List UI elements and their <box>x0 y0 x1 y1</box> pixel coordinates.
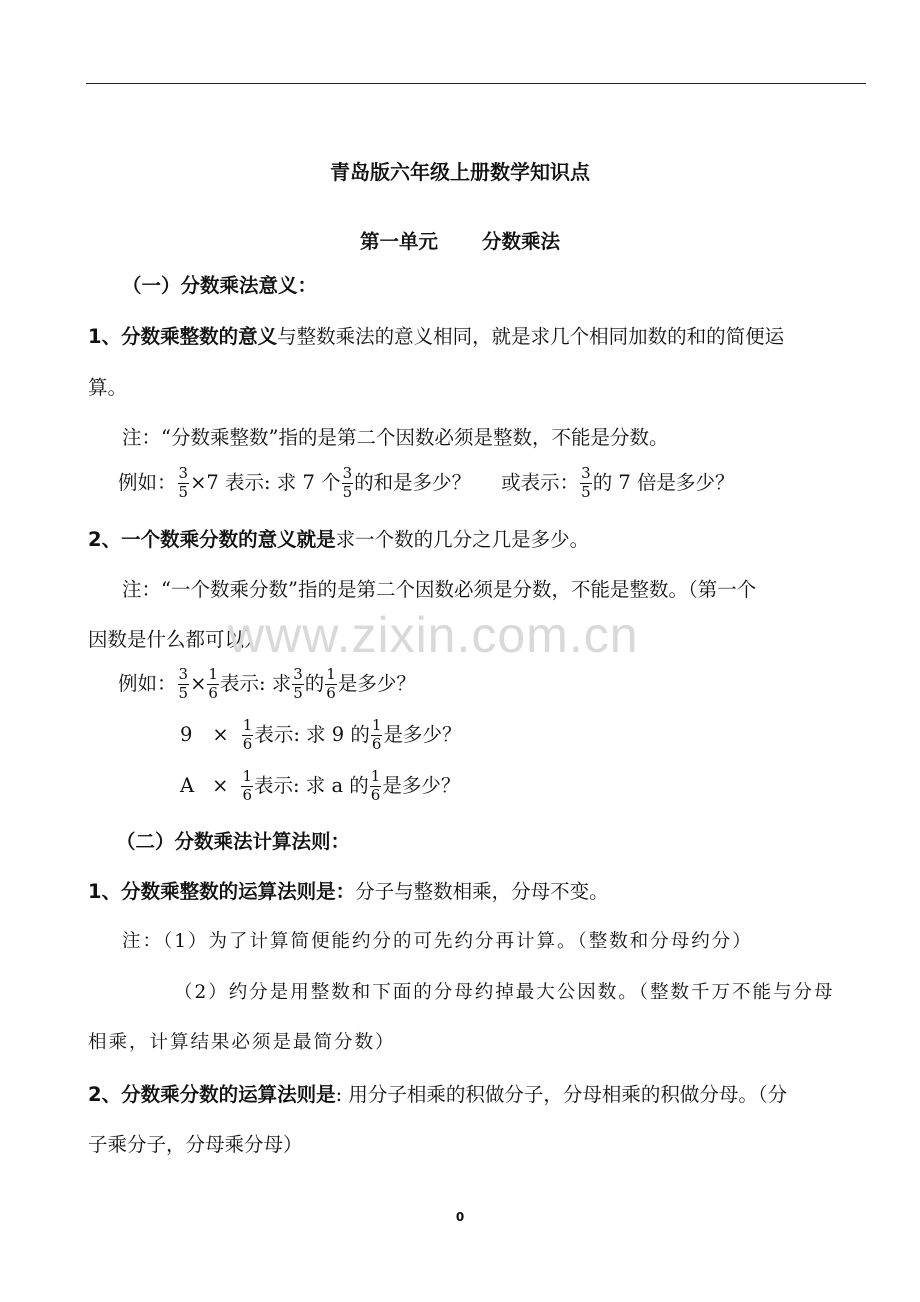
item-2-note-continuation: 因数是什么都可以） <box>88 628 264 651</box>
example-prefix: 例如： <box>118 671 177 695</box>
example-prefix: 例如： <box>118 470 177 494</box>
operand: A <box>180 773 195 797</box>
example-text: 表示: 求 <box>219 671 292 695</box>
fraction: $\frac{1}{6}$ <box>370 767 381 804</box>
fraction: $\frac{1}{6}$ <box>208 665 218 702</box>
example-text: 的 7 倍是多少？ <box>592 470 735 494</box>
example-text: 的和是多少？ <box>354 470 472 494</box>
fraction: $\frac{1}{6}$ <box>326 665 336 702</box>
rule-2 <box>88 1085 787 1105</box>
example-text: 是多少？ <box>383 722 462 746</box>
rule-2-continuation: 子乘分子，分母乘分母） <box>88 1133 303 1156</box>
unit-name: 分数乘法 <box>482 230 561 253</box>
item-1-text: 与整数乘法的意义相同，就是求几个相同加数的和的简便运 <box>277 325 785 348</box>
item-1-note: 注：“分数乘整数”指的是第二个因数必须是整数，不能是分数。 <box>122 426 669 449</box>
fraction: $\frac{3}{5}$ <box>581 464 591 501</box>
example-text: 是多少？ <box>337 671 416 695</box>
example-text: 表示: 求 9 的 <box>254 722 370 746</box>
fraction: $\frac{1}{6}$ <box>242 767 252 804</box>
rule-2-text: : 用分子相乘的积做分子，分母相乘的积做分母。（分 <box>335 1083 788 1106</box>
item-1-example <box>118 466 735 501</box>
item-2-example-2 <box>180 718 461 753</box>
unit-label: 第一单元 <box>359 230 438 253</box>
fraction: $\frac{1}{6}$ <box>371 716 382 753</box>
rule-1-note-2: （2）约分是用整数和下面的分母约掉最大公因数。（整数千万不能与分母 <box>174 982 835 1003</box>
header-rule <box>86 83 866 84</box>
fraction: $\frac{3}{5}$ <box>342 464 353 501</box>
example-text: 的 <box>304 671 325 695</box>
times-sign: × <box>190 671 207 695</box>
document-title: 青岛版六年级上册数学知识点 <box>330 160 590 184</box>
fraction: $\frac{3}{5}$ <box>178 665 189 702</box>
item-2-note: 注：“一个数乘分数”指的是第二个因数必须是分数，不能是整数。（第一个 <box>122 578 757 601</box>
page-number: 0 <box>455 1210 465 1224</box>
times-sign: × <box>212 722 229 746</box>
section-2-heading: （二）分数乘法计算法则： <box>116 830 351 853</box>
unit-heading <box>0 226 920 254</box>
example-text: 是多少？ <box>382 773 461 797</box>
times-sign: × <box>212 773 229 797</box>
item-2-example-3 <box>180 769 460 804</box>
fraction: $\frac{3}{5}$ <box>293 665 303 702</box>
operand: 9 <box>180 722 193 746</box>
rule-1-note-1: 注：（1）为了计算简便能约分的可先约分再计算。（整数和分母约分） <box>122 931 753 952</box>
item-1-term: 1、分数乘整数的意义 <box>88 325 278 348</box>
item-1 <box>88 327 784 347</box>
example-text: 表示: 求 a 的 <box>253 773 369 797</box>
rule-1 <box>88 882 609 902</box>
item-2-term: 2、一个数乘分数的意义就是 <box>88 528 336 551</box>
item-2-example-1 <box>118 667 416 702</box>
example-text: ×7 表示: 求 7 个 <box>190 470 341 494</box>
rule-2-term: 2、分数乘分数的运算法则是 <box>88 1083 336 1106</box>
fraction: $\frac{1}{6}$ <box>242 716 253 753</box>
rule-1-text: 分子与整数相乘，分母不变。 <box>355 880 609 903</box>
rule-1-term: 1、分数乘整数的运算法则是： <box>88 880 356 903</box>
item-2 <box>88 530 589 550</box>
watermark: www.zixin.com.cn <box>228 607 639 663</box>
fraction: $\frac{3}{5}$ <box>178 464 189 501</box>
section-1-heading: （一）分数乘法意义： <box>122 274 318 297</box>
item-2-text: 求一个数的几分之几是多少。 <box>335 528 590 551</box>
item-1-continuation: 算。 <box>88 376 128 399</box>
rule-1-note-2-continuation: 相乘，计算结果必须是最简分数） <box>88 1032 396 1053</box>
example-text: 或表示： <box>501 470 580 494</box>
